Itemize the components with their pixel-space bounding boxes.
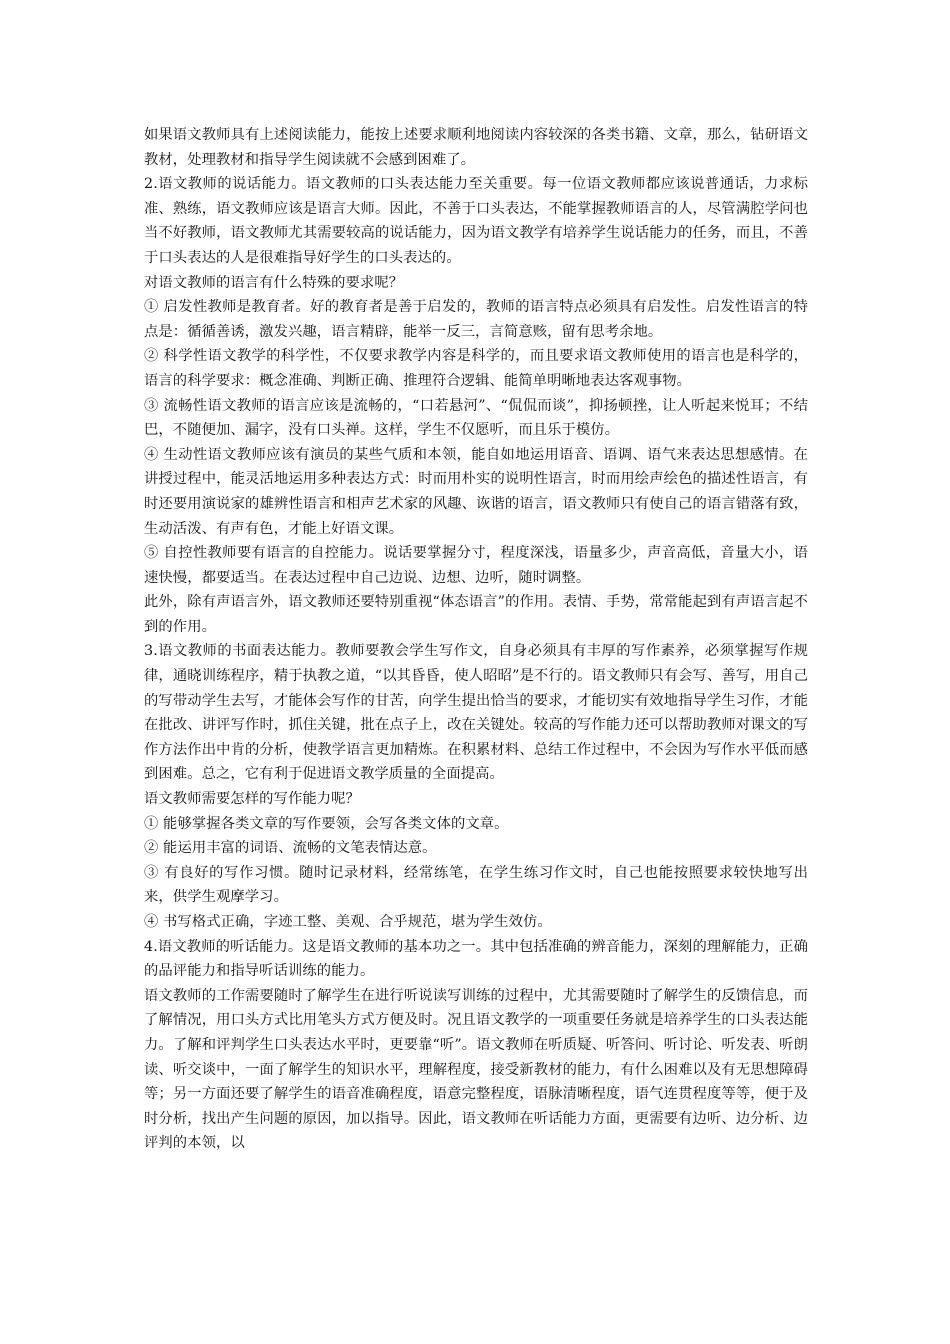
paragraph-body-language: 此外，除有声语言外，语文教师还要特别重视“体态语言”的作用。表情、手势，常常能起到有声语言起不到的作用。 <box>144 594 808 635</box>
paragraph-writing-item-1: ① 能够掌握各类文章的写作要领，会写各类文体的文章。 <box>144 815 509 832</box>
paragraph-reading-conclusion: 如果语文教师具有上述阅读能力，能按上述要求顺利地阅读内容较深的各类书籍、文章，那么，钻研语文教材，处理教材和指导学生阅读就不会感到困难了。 <box>144 127 808 168</box>
paragraph-writing-item-2: ② 能运用丰富的词语、流畅的文笔表情达意。 <box>144 840 437 857</box>
paragraph-inspiring: ① 启发性教师是教育者。好的教育者是善于启发的，教师的语言特点必须具有启发性。启发性语言的特点是：循循善诱，激发兴趣，语言精辟，能举一反三，言简意赅，留有思考余地。 <box>144 299 808 340</box>
paragraph-writing-item-4: ④ 书写格式正确，字迹工整、美观、合乎规范，堪为学生效仿。 <box>144 914 552 930</box>
paragraph-writing-item-3: ③ 有良好的写作习惯。随时记录材料，经常练笔，在学生练习作文时，自己也能按照要求较快地写出来，供学生观摩学习。 <box>144 864 808 906</box>
paragraph-writing-ability: 3.语文教师的书面表达能力。教师要教会学生写作文，自身必须具有丰厚的写作素养，必须掌握写作规律，通晓训练程序，精于执教之道，“以其昏昏，使人昭昭”是不行的。语文教师只有会写、善写，用自己的写带动学生去写，才能体会写作的甘苦，向学生提出恰当的要求，才能切实有效地指导学生习作，才能在批改、讲评写作时，抓住关键，批在点子上，改在关键处。较高的写作能力还可以帮助教师对课文的写作方法作出中肯的分析，使教学语言更加精炼。在积累材料、总结工作过程中，不会因为写作水平低而感到困难。总之，它有利于促进语文教学质量的全面提高。 <box>144 643 808 783</box>
paragraph-scientific: ② 科学性语文教学的科学性，不仅要求教学内容是科学的，而且要求语文教师使用的语言也是科学的，语言的科学要求：概念准确、判断正确、推理符合逻辑、能简单明晰地表达客观事物。 <box>144 348 808 389</box>
paragraph-listening-ability: 4.语文教师的听话能力。这是语文教师的基本功之一。其中包括准确的辨音能力，深刻的理解能力，正确的品评能力和指导听话训练的能力。 <box>144 938 808 980</box>
paragraph-fluent: ③ 流畅性语文教师的语言应该是流畅的，“口若悬河”、“侃侃而谈”，抑扬顿挫，让人听起来悦耳；不结巴，不随便加、漏字，没有口头禅。这样，学生不仅愿听，而且乐于模仿。 <box>144 397 808 439</box>
paragraph-writing-question: 语文教师需要怎样的写作能力呢？ <box>144 791 360 808</box>
paragraph-speaking-ability: 2.语文教师的说话能力。语文教师的口头表达能力至关重要。每一位语文教师都应该说普通话，力求标准、熟练，语文教师应该是语言大师。因此，不善于口头表达，不能掌握教师语言的人，尽管满腔学问也当不好教师，语文教师尤其需要较高的说话能力，因为语文教学有培养学生说话能力的任务，而且，不善于口头表达的人是很难指导好学生的口头表达的。 <box>144 176 808 266</box>
paragraph-listening-detail: 语文教师的工作需要随时了解学生在进行听说读写训练的过程中，尤其需要随时了解学生的反馈信息，而了解情况，用口头方式比用笔头方式方便及时。况且语文教学的一项重要任务就是培养学生的口头表达能力。了解和评判学生口头表达水平时，更要靠“听”。语文教师在听质疑、听答问、听讨论、听发表、听朗读、听交谈中，一面了解学生的知识水平，理解程度，接受新教材的能力，有什么困难以及有无思想障碍等；另一方面还要了解学生的语音准确程度，语意完整程度，语脉清晰程度，语气连贯程度等等，便于及时分析，找出产生问题的原因，加以指导。因此，语文教师在听话能力方面，更需要有边听、边分析、边评判的本领，以 <box>144 987 808 1152</box>
paragraph-self-control: ⑤ 自控性教师要有语言的自控能力。说话要掌握分寸，程度深浅，语量多少，声音高低，音量大小，语速快慢，都要适当。在表达过程中自己边说、边想、边听，随时调整。 <box>144 545 808 586</box>
paragraph-vivid: ④ 生动性语文教师应该有演员的某些气质和本领，能自如地运用语音、语调、语气来表达思想感情。在讲授过程中，能灵活地运用多种表达方式：时而用朴实的说明性语言，时而用绘声绘色的描述性语言，有时还要用演说家的雄辨性语言和相声艺术家的风趣、诙谐的语言，语文教师只有使自己的语言错落有致，生动活泼、有声有色，才能上好语文课。 <box>144 446 808 537</box>
document-body <box>144 123 808 1156</box>
paragraph-language-question: 对语文教师的语言有什么特殊的要求呢？ <box>144 274 404 291</box>
